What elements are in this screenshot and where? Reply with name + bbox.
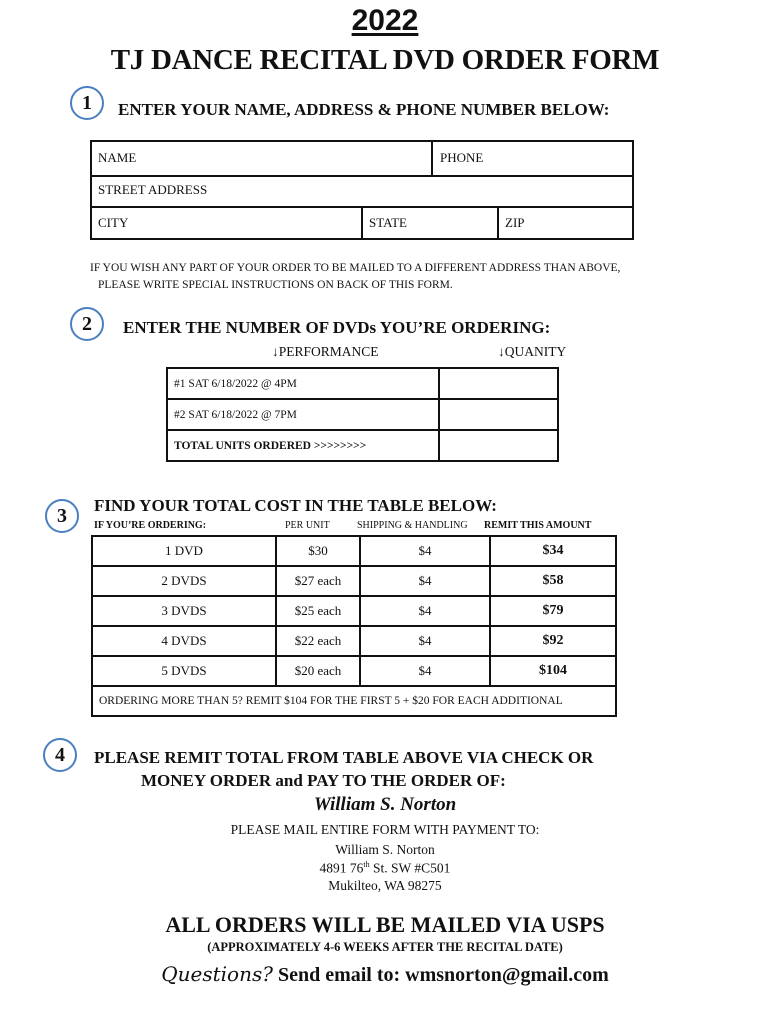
section3-heading: FIND YOUR TOTAL COST IN THE TABLE BELOW: [94,496,497,515]
table-row [92,596,616,626]
step-2-badge: 2 [70,307,104,341]
city-field[interactable]: CITY [98,215,129,230]
shipping-column-header: SHIPPING & HANDLING [357,520,468,531]
address-city: Mukilteo, WA 98275 [328,878,442,893]
address-box [90,140,634,240]
address-street-suffix: th [363,860,370,869]
mailing-timing-note: (APPROXIMATELY 4-6 WEEKS AFTER THE RECITAL DATE) [207,940,563,954]
remit-cell: $92 [490,626,616,656]
table-row [92,566,616,596]
total-units-label: TOTAL UNITS ORDERED >>>>>>>> [167,430,439,461]
section2-heading: ENTER THE NUMBER OF DVDs YOU’RE ORDERING: [123,318,551,337]
per-unit-column-header: PER UNIT [285,520,330,531]
remit-instructions-line1: PLEASE REMIT TOTAL FROM TABLE ABOVE VIA CHECK OR [94,748,594,767]
table-row [167,368,558,399]
questions-label: Questions? [161,962,273,986]
ordering-column-header: IF YOU’RE ORDERING: [94,520,207,531]
state-field[interactable]: STATE [369,215,407,230]
step-1-badge: 1 [70,86,104,120]
email-label[interactable]: Send email to: wmsnorton@gmail.com [277,964,609,986]
address-street [0,860,770,877]
address-street-rest: St. SW #C501 [369,860,451,876]
contact-line [0,962,770,987]
performance-1-quantity-input[interactable] [439,368,558,399]
table-row [92,536,616,566]
table-row [167,399,558,430]
usps-notice: ALL ORDERS WILL BE MAILED VIA USPS [165,912,605,937]
qty-cell: 4 DVDS [92,626,276,656]
remit-cell: $79 [490,596,616,626]
zip-field[interactable]: ZIP [505,215,525,230]
qty-cell: 5 DVDS [92,656,276,686]
alt-address-note-line2: PLEASE WRITE SPECIAL INSTRUCTIONS ON BACK OF THIS FORM. [98,279,453,291]
remit-cell: $104 [490,656,616,686]
performance-2-label: #2 SAT 6/18/2022 @ 7PM [167,399,439,430]
form-title: TJ DANCE RECITAL DVD ORDER FORM [110,44,660,76]
table-row [92,656,616,686]
pricing-table [91,535,617,717]
quantity-column-label: ↓QUANITY [498,344,567,359]
name-field[interactable]: NAME [98,150,137,165]
remit-column-header: REMIT THIS AMOUNT [484,520,592,531]
mail-intro: PLEASE MAIL ENTIRE FORM WITH PAYMENT TO: [230,822,540,837]
shipping-cell: $4 [360,656,490,686]
per-unit-cell: $27 each [276,566,360,596]
performance-2-quantity-input[interactable] [439,399,558,430]
table-row [92,686,616,716]
qty-cell: 1 DVD [92,536,276,566]
remit-cell: $34 [490,536,616,566]
remit-cell: $58 [490,566,616,596]
per-unit-cell: $22 each [276,626,360,656]
performance-1-label: #1 SAT 6/18/2022 @ 4PM [167,368,439,399]
address-name: William S. Norton [335,842,435,857]
performance-column-label: ↓PERFORMANCE [272,344,379,359]
more-than-five-note: ORDERING MORE THAN 5? REMIT $104 FOR THE FIRST 5 + $20 FOR EACH ADDITIONAL [92,686,616,716]
section1-heading: ENTER YOUR NAME, ADDRESS & PHONE NUMBER BELOW: [118,100,610,119]
dvd-quantity-table [166,367,559,462]
phone-field[interactable]: PHONE [440,150,484,165]
qty-cell: 3 DVDS [92,596,276,626]
form-year: 2022 [351,4,419,37]
alt-address-note-line1: IF YOU WISH ANY PART OF YOUR ORDER TO BE MAILED TO A DIFFERENT ADDRESS THAN ABOVE, [90,262,621,274]
shipping-cell: $4 [360,566,490,596]
table-row [92,626,616,656]
street-address-field[interactable]: STREET ADDRESS [98,182,208,197]
shipping-cell: $4 [360,536,490,566]
per-unit-cell: $30 [276,536,360,566]
per-unit-cell: $20 each [276,656,360,686]
step-4-badge: 4 [43,738,77,772]
shipping-cell: $4 [360,596,490,626]
address-street-number: 4891 76 [319,860,364,876]
per-unit-cell: $25 each [276,596,360,626]
step-3-badge: 3 [45,499,79,533]
total-units-input[interactable] [439,430,558,461]
remit-instructions-line2: MONEY ORDER and PAY TO THE ORDER OF: [141,771,506,790]
payee-name: William S. Norton [313,794,457,815]
shipping-cell: $4 [360,626,490,656]
table-row [167,430,558,461]
qty-cell: 2 DVDS [92,566,276,596]
